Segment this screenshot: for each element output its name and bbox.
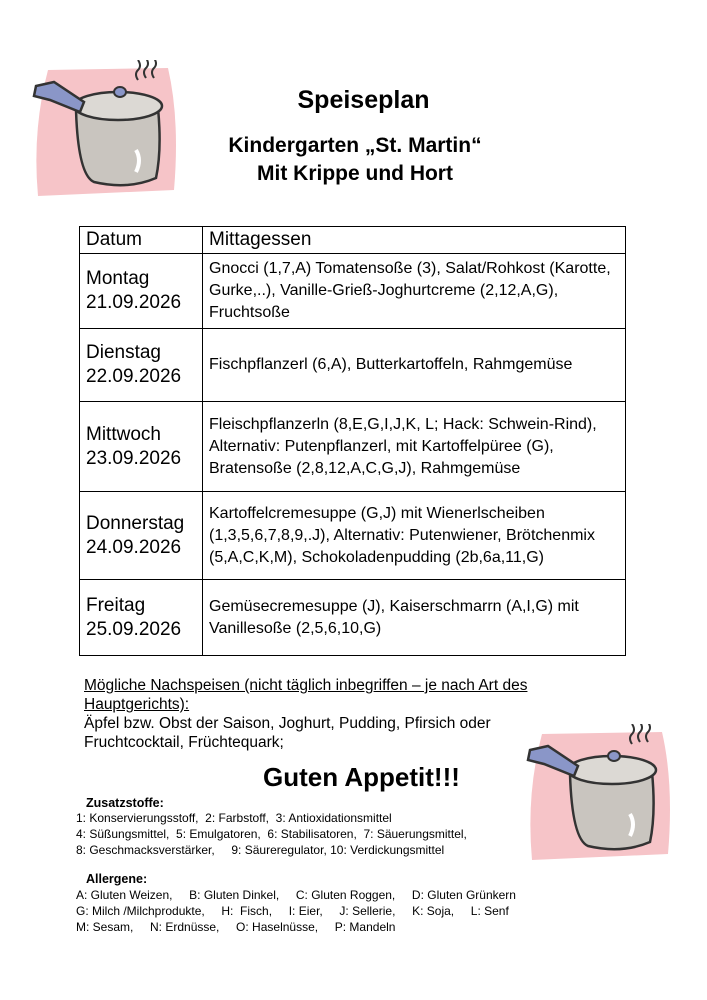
table-row	[80, 402, 626, 492]
date: 25.09.2026	[86, 618, 182, 640]
zusatzstoffe-title: Zusatzstoffe:	[86, 796, 164, 810]
page-title: Speiseplan	[297, 86, 430, 114]
weekday: Donnerstag	[86, 512, 185, 534]
weekday: Dienstag	[86, 342, 161, 363]
meal-cell: Fleischpflanzerln (8,E,G,I,J,K, L; Hack: Schwein-Rind), Alternativ: Putenpflanzerl, mit Kartoffelpüree (G), Bratensoße (2,8,12,A,C,G,J), Rahmgemüse	[203, 402, 626, 492]
date-cell	[80, 580, 203, 656]
date-cell	[80, 329, 203, 402]
date: 22.09.2026	[86, 366, 182, 387]
subtitle-krippe: Mit Krippe und Hort	[257, 162, 453, 185]
allergene-line: A: Gluten Weizen, B: Gluten Dinkel, C: Gluten Roggen, D: Gluten Grünkern	[76, 888, 516, 902]
table-header-row	[80, 227, 626, 254]
menu-table	[79, 226, 626, 656]
column-header-mittagessen: Mittagessen	[203, 227, 626, 254]
weekday: Freitag	[86, 594, 146, 616]
meal-cell: Gnocci (1,7,A) Tomatensoße (3), Salat/Rohkost (Karotte, Gurke,..), Vanille-Grieß-Joghurtcreme (2,12,A,G), Fruchtsoße	[203, 254, 626, 329]
table-row	[80, 254, 626, 329]
allergene-line: M: Sesam, N: Erdnüsse, O: Haselnüsse, P: Mandeln	[76, 920, 396, 934]
meal-cell: Kartoffelcremesuppe (G,J) mit Wienerlscheiben (1,3,5,6,7,8,9,.J), Alternativ: Putenwiener, Brötchenmix (5,A,C,K,M), Schokoladenpudding (2b,6a,11,G)	[203, 492, 626, 580]
date: 21.09.2026	[86, 292, 182, 313]
meal-cell: Fischpflanzerl (6,A), Butterkartoffeln, Rahmgemüse	[203, 329, 626, 402]
subtitle-kindergarten: Kindergarten „St. Martin“	[228, 134, 482, 157]
date: 24.09.2026	[86, 536, 182, 558]
table-row	[80, 329, 626, 402]
cooking-pot-icon	[28, 60, 188, 200]
column-header-datum: Datum	[80, 227, 203, 254]
date: 23.09.2026	[86, 447, 182, 469]
table-row	[80, 492, 626, 580]
nachspeisen-text: Äpfel bzw. Obst der Saison, Joghurt, Pudding, Pfirsich oder Fruchtcocktail, Früchtequark;	[84, 715, 491, 751]
zusatzstoffe-line: 4: Süßungsmittel, 5: Emulgatoren, 6: Stabilisatoren, 7: Säuerungsmittel,	[76, 827, 467, 841]
zusatzstoffe-line: 8: Geschmacksverstärker, 9: Säureregulator, 10: Verdickungsmittel	[76, 843, 445, 857]
table-row	[80, 580, 626, 656]
zusatzstoffe-line: 1: Konservierungsstoff, 2: Farbstoff, 3: Antioxidationsmittel	[76, 811, 392, 825]
date-cell	[80, 254, 203, 329]
date-cell	[80, 492, 203, 580]
allergene-title: Allergene:	[86, 872, 148, 886]
closing-greeting: Guten Appetit!!!	[263, 762, 460, 792]
weekday: Mittwoch	[86, 423, 161, 445]
allergene-line: G: Milch /Milchprodukte, H: Fisch, I: Eier, J: Sellerie, K: Soja, L: Senf	[76, 904, 509, 918]
meal-cell: Gemüsecremesuppe (J), Kaiserschmarrn (A,I,G) mit Vanillesoße (2,5,6,10,G)	[203, 580, 626, 656]
weekday: Montag	[86, 268, 150, 289]
nachspeisen-title: Mögliche Nachspeisen (nicht täglich inbegriffen – je nach Art des Hauptgerichts):	[84, 677, 528, 713]
date-cell	[80, 402, 203, 492]
